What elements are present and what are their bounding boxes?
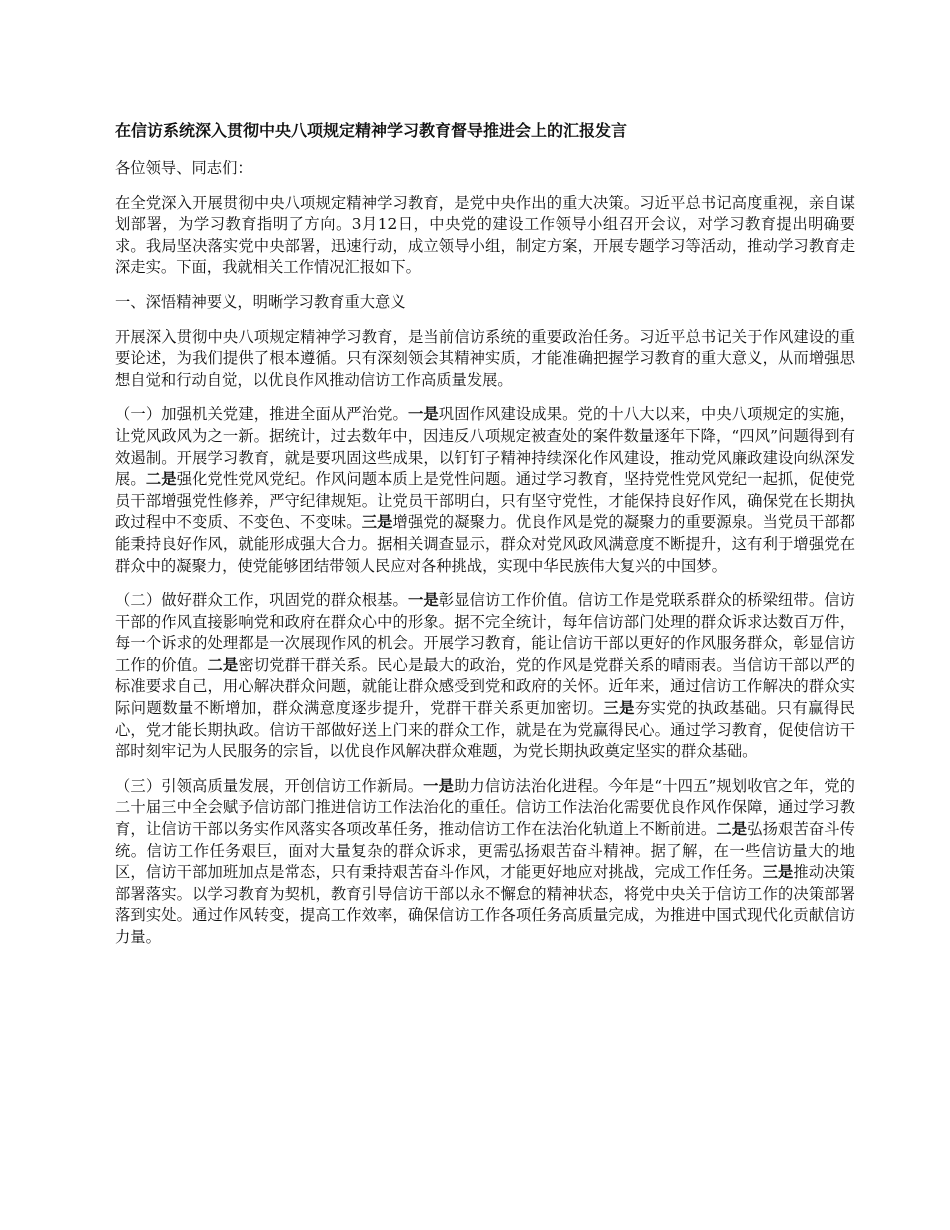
point-text: 弘扬艰苦奋斗传统。信访工作任务艰巨，面对大量复杂的群众诉求，更需弘扬艰苦奋斗精神。据了解，在一些信访量大的地区，信访干部加班加点是常态，只有秉持艰苦奋斗作风，才能更好地应对挑战，完成工作任务。 <box>115 820 855 882</box>
point-paragraph-1 <box>115 404 855 577</box>
point-paragraph-3 <box>115 776 855 949</box>
keyword-second: 二是 <box>207 655 239 674</box>
document-title: 在信访系统深入贯彻中央八项规定精神学习教育督导推进会上的汇报发言 <box>115 121 628 140</box>
section-body-paragraph: 开展深入贯彻中央八项规定精神学习教育，是当前信访系统的重要政治任务。习近平总书记关于作风建设的重要论述，为我们提供了根本遵循。只有深刻领会其精神实质，才能准确把握学习教育的重大意义，从而增强思想自觉和行动自觉，以优良作风推动信访工作高质量发展。 <box>115 327 855 389</box>
point-heading: （一）加强机关党建，推进全面从严治党。 <box>115 405 408 424</box>
document-page <box>115 120 855 962</box>
point-text: 密切党群干群关系。民心是最大的政治，党的作风是党群关系的晴雨表。当信访干部以严的标准要求自己，用心解决群众问题，就能让群众感受到党和政府的关怀。近年来，通过信访工作解决的群众实际问题数量不断增加，群众满意度逐步提升，党群干群关系更加密切。 <box>115 655 855 718</box>
keyword-second: 二是 <box>716 820 748 839</box>
point-paragraph-2 <box>115 590 855 763</box>
greeting: 各位领导、同志们： <box>115 159 253 177</box>
keyword-third: 三是 <box>762 863 794 882</box>
point-heading: （二）做好群众工作，巩固党的群众根基。 <box>115 591 408 610</box>
keyword-first: 一是 <box>407 591 439 610</box>
keyword-first: 一是 <box>423 776 454 795</box>
point-text: 推动决策部署落实。以学习教育为契机，教育引导信访干部以永不懈怠的精神状态，将党中央关于信访工作的决策部署落到实处。通过作风转变，提高工作效率，确保信访工作各项任务高质量完成，为推进中国式现代化贡献信访力量。 <box>115 863 855 946</box>
point-text: 彰显信访工作价值。信访工作是党联系群众的桥梁纽带。信访干部的作风直接影响党和政府在群众心中的形象。据不完全统计，每年信访部门处理的群众诉求达数百万件，每一个诉求的处理都是一次展现作风的机会。开展学习教育，能让信访干部以更好的作风服务群众，彰显信访工作的价值。 <box>115 591 855 674</box>
keyword-first: 一是 <box>407 405 439 424</box>
section-heading: 一、深悟精神要义，明晰学习教育重大意义 <box>115 292 406 311</box>
keyword-third: 三是 <box>361 513 393 532</box>
point-text: 增强党的凝聚力。优良作风是党的凝聚力的重要源泉。当党员干部都能秉持良好作风，就能形成强大合力。据相关调查显示，群众对党风政风满意度不断提升，这有利于增强党在群众中的凝聚力，使党能够团结带领人民应对各种挑战，实现中华民族伟大复兴的中国梦。 <box>115 513 855 575</box>
point-text: 巩固作风建设成果。党的十八大以来，中央八项规定的实施，让党风政风为之一新。据统计，过去数年中，因违反八项规定被查处的案件数量逐年下降，“四风”问题得到有效遏制。开展学习教育，就是要巩固这些成果，以钉钉子精神持续深化作风建设，推动党风廉政建设向纵深发展。 <box>115 405 855 489</box>
point-heading: （三）引领高质量发展，开创信访工作新局。 <box>115 776 424 795</box>
keyword-second: 二是 <box>145 470 177 489</box>
point-text: 夯实党的执政基础。只有赢得民心，党才能长期执政。信访干部做好送上门来的群众工作，就是在为党赢得民心。通过学习教育，促使信访干部时刻牢记为人民服务的宗旨，以优良作风解决群众难题，为党长期执政奠定坚实的群众基础。 <box>115 699 855 761</box>
keyword-third: 三是 <box>603 699 635 718</box>
intro-paragraph: 在全党深入开展贯彻中央八项规定精神学习教育，是党中央作出的重大决策。习近平总书记高度重视，亲自谋划部署，为学习教育指明了方向。3月12日，中央党的建设工作领导小组召开会议，对学习教育提出明确要求。我局坚决落实党中央部署，迅速行动，成立领导小组，制定方案，开展专题学习等活动，推动学习教育走深走实。下面，我就相关工作情况汇报如下。 <box>115 193 855 277</box>
point-text: 助力信访法治化进程。今年是“十四五”规划收官之年，党的二十届三中全会赋予信访部门推进信访工作法治化的重任。信访工作法治化需要优良作风作保障，通过学习教育，让信访干部以务实作风落实各项改革任务，推动信访工作在法治化轨道上不断前进。 <box>115 776 855 839</box>
point-text: 强化党性党风党纪。作风问题本质上是党性问题。通过学习教育，坚持党性党风党纪一起抓，促使党员干部增强党性修养，严守纪律规矩。让党员干部明白，只有坚守党性，才能保持良好作风，确保党在长期执政过程中不变质、不变色、不变味。 <box>115 470 855 532</box>
